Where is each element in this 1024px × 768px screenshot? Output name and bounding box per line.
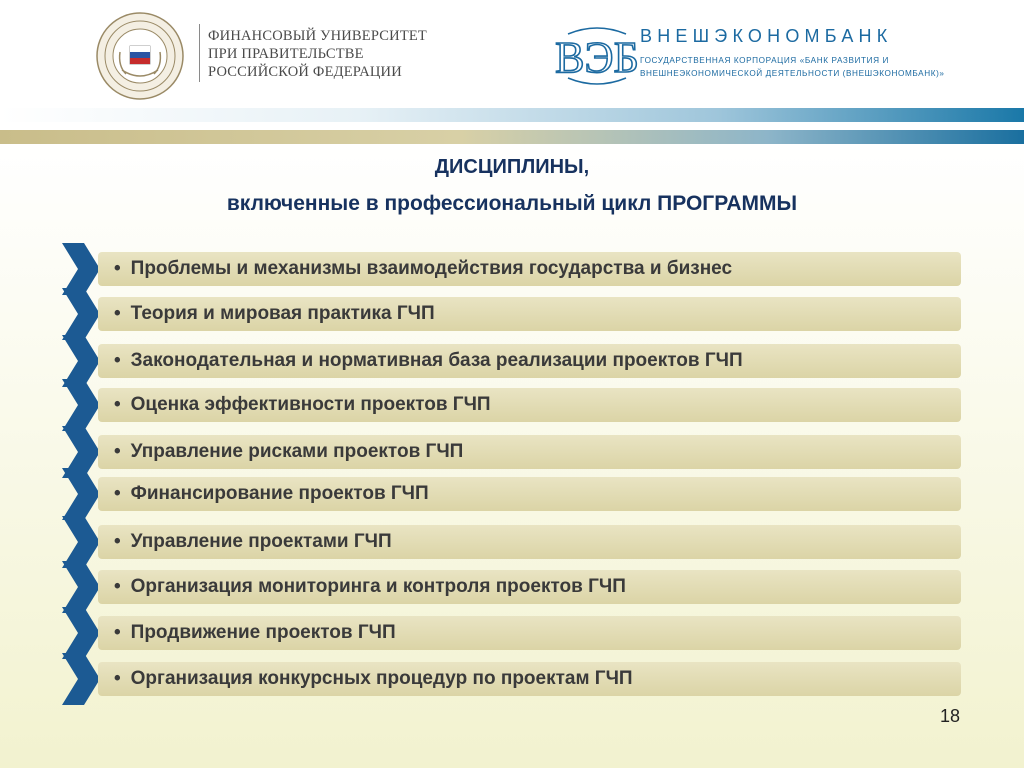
discipline-text: Организация мониторинга и контроля проектов ГЧП <box>130 576 626 597</box>
university-name-line: РОССИЙСКОЙ ФЕДЕРАЦИИ <box>208 64 402 80</box>
list-item <box>58 388 963 424</box>
list-item-label <box>114 344 743 378</box>
bullet: • <box>114 531 121 552</box>
list-item-label <box>114 616 396 650</box>
veb-monogram-letters: ВЭБ <box>555 33 639 82</box>
discipline-text: Финансирование проектов ГЧП <box>130 483 429 504</box>
university-name-line: ФИНАНСОВЫЙ УНИВЕРСИТЕТ <box>208 28 427 44</box>
bullet: • <box>114 576 121 597</box>
chevron-icon <box>58 607 102 659</box>
bullet: • <box>114 441 121 462</box>
discipline-text: Проблемы и механизмы взаимодействия государства и бизнес <box>130 258 733 279</box>
slide-subtitle: включенные в профессиональный цикл ПРОГРАММЫ <box>226 192 798 215</box>
header-stripe <box>0 130 1024 144</box>
discipline-text: Управление проектами ГЧП <box>130 531 392 552</box>
discipline-text: Оценка эффективности проектов ГЧП <box>130 394 491 415</box>
list-item-label <box>114 570 626 604</box>
bullet: • <box>114 622 121 643</box>
bank-subtitle-line: ГОСУДАРСТВЕННАЯ КОРПОРАЦИЯ «БАНК РАЗВИТИЯ И <box>640 56 889 65</box>
list-item <box>58 435 963 471</box>
list-item-label <box>114 297 435 331</box>
bank-subtitle-line: ВНЕШНЕЭКОНОМИЧЕСКОЙ ДЕЯТЕЛЬНОСТИ (ВНЕШЭКОНОМБАНК)» <box>640 69 945 78</box>
header-stripe <box>0 108 1024 122</box>
list-item <box>58 477 963 513</box>
bullet: • <box>114 303 121 324</box>
discipline-text: Законодательная и нормативная база реализации проектов ГЧП <box>130 350 743 371</box>
list-item <box>58 252 963 288</box>
list-item <box>58 616 963 652</box>
discipline-text: Управление рисками проектов ГЧП <box>130 441 464 462</box>
chevron-icon <box>58 288 102 340</box>
bullet: • <box>114 483 121 504</box>
veb-monogram-icon <box>555 22 639 88</box>
list-item <box>58 570 963 606</box>
slide-title: ДИСЦИПЛИНЫ, <box>434 156 590 178</box>
bank-subtitle <box>640 54 945 80</box>
list-item-label <box>114 252 732 286</box>
chevron-icon <box>58 561 102 613</box>
list-item-label <box>114 477 429 511</box>
discipline-text: Организация конкурсных процедур по проектам ГЧП <box>130 668 633 689</box>
list-item-label <box>114 662 633 696</box>
page-number: 18 <box>940 706 961 726</box>
chevron-icon <box>58 653 102 705</box>
header-divider <box>199 24 200 82</box>
university-name-line: ПРИ ПРАВИТЕЛЬСТВЕ <box>208 46 364 62</box>
discipline-text: Продвижение проектов ГЧП <box>130 622 396 643</box>
list-item <box>58 344 963 380</box>
university-name <box>208 27 427 81</box>
list-item <box>58 297 963 333</box>
bullet: • <box>114 394 121 415</box>
list-item <box>58 525 963 561</box>
bullet: • <box>114 350 121 371</box>
chevron-icon <box>58 468 102 520</box>
list-item-label <box>114 435 463 469</box>
chevron-icon <box>58 379 102 431</box>
list-item <box>58 662 963 698</box>
bullet: • <box>114 668 121 689</box>
list-item-label <box>114 525 392 559</box>
university-seal-icon <box>96 12 184 100</box>
header <box>0 0 1024 108</box>
list-item-label <box>114 388 491 422</box>
bank-name: ВНЕШЭКОНОМБАНК <box>640 26 893 46</box>
bullet: • <box>114 258 121 279</box>
discipline-text: Теория и мировая практика ГЧП <box>130 303 435 324</box>
